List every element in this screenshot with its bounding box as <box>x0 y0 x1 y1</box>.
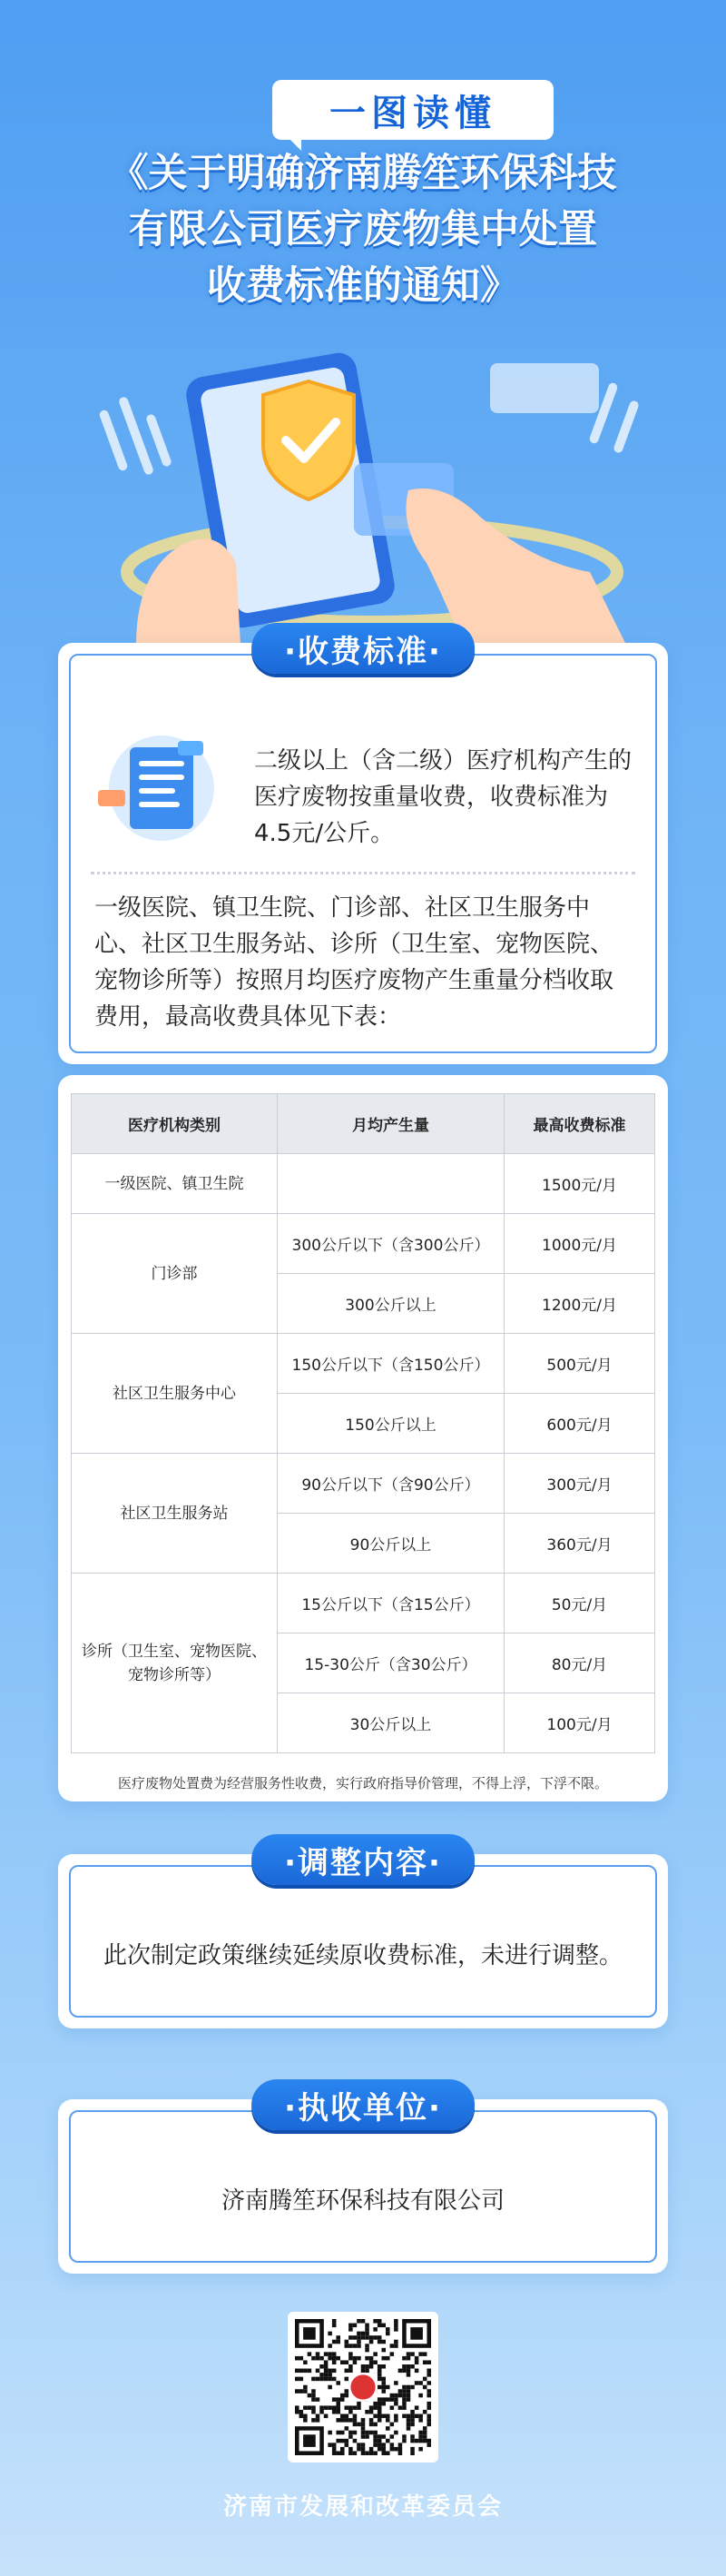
adjustment-heading: ·调整内容· <box>251 1834 475 1885</box>
fee-body-text: 一级医院、镇卫生院、门诊部、社区卫生服务中心、社区卫生服务站、诊所（卫生室、宠物医院、宠物诊所等）按照月均医疗废物产生重量分档收取费用，最高收费具体见下表： <box>94 894 614 1031</box>
adjustment-text: 此次制定政策继续延续原收费标准，未进行调整。 <box>103 1942 623 1969</box>
collector-text: 济南腾笙环保科技有限公司 <box>221 2187 505 2215</box>
cell-category: 社区卫生服务中心 <box>72 1334 278 1454</box>
cell-fee: 300元/月 <box>505 1454 655 1514</box>
cell-fee: 1200元/月 <box>505 1274 655 1334</box>
header-fee: 最高收费标准 <box>505 1094 655 1154</box>
cell-category: 诊所（卫生室、宠物医院、宠物诊所等） <box>72 1574 278 1753</box>
table-row <box>72 1334 655 1394</box>
title-line-3: 收费标准的通知》 <box>207 263 519 309</box>
header-tag: 一图读懂 <box>272 80 554 140</box>
cell-amount: 30公斤以上 <box>278 1693 505 1753</box>
footer-org: 济南市发展和改革委员会 <box>222 2493 503 2521</box>
cell-amount: 90公斤以上 <box>278 1514 505 1574</box>
page-title <box>36 145 690 314</box>
cell-amount: 15-30公斤（含30公斤） <box>278 1633 505 1693</box>
collector-panel <box>58 2089 668 2274</box>
cell-fee: 50元/月 <box>505 1574 655 1633</box>
cell-amount: 300公斤以上 <box>278 1274 505 1334</box>
fee-intro-text: 二级以上（含二级）医疗机构产生的医疗废物按重量收费，收费标准为4.5元/公斤。 <box>254 747 633 847</box>
cell-fee: 600元/月 <box>505 1394 655 1454</box>
cell-amount: 15公斤以下（含15公斤） <box>278 1574 505 1633</box>
table-row <box>72 1154 655 1214</box>
document-icon <box>89 725 225 843</box>
floating-card-icon <box>490 363 599 413</box>
title-line-1: 《关于明确济南腾笙环保科技 <box>109 151 617 196</box>
dotted-divider <box>91 872 635 874</box>
table-row <box>72 1454 655 1514</box>
cell-amount <box>278 1154 505 1214</box>
shield-icon <box>263 381 354 499</box>
fee-standard-heading: ·收费标准· <box>251 623 475 674</box>
table-row <box>72 1214 655 1274</box>
cell-fee: 1500元/月 <box>505 1154 655 1214</box>
qr-code[interactable] <box>288 2312 438 2462</box>
fee-table <box>71 1093 655 1753</box>
cell-amount: 300公斤以下（含300公斤） <box>278 1214 505 1274</box>
cell-fee: 80元/月 <box>505 1633 655 1693</box>
header-amount: 月均产生量 <box>278 1094 505 1154</box>
hero-illustration <box>82 345 662 645</box>
table-note: 医疗废物处置费为经营服务性收费，实行政府指导价管理，不得上浮，下浮不限。 <box>117 1775 608 1791</box>
qr-code-icon <box>295 2319 431 2455</box>
title-line-2: 有限公司医疗废物集中处置 <box>129 207 597 252</box>
left-bars-icon <box>98 396 172 476</box>
cell-fee: 500元/月 <box>505 1334 655 1394</box>
cell-category: 一级医院、镇卫生院 <box>72 1154 278 1214</box>
cell-fee: 360元/月 <box>505 1514 655 1574</box>
collector-heading: ·执收单位· <box>251 2079 475 2130</box>
cell-fee: 100元/月 <box>505 1693 655 1753</box>
fee-standard-panel <box>58 633 668 1064</box>
fee-table-panel <box>58 1075 668 1801</box>
cell-amount: 90公斤以下（含90公斤） <box>278 1454 505 1514</box>
cell-fee: 1000元/月 <box>505 1214 655 1274</box>
adjustment-panel <box>58 1844 668 2028</box>
cell-amount: 150公斤以上 <box>278 1394 505 1454</box>
fee-table-body <box>72 1154 655 1753</box>
header-category: 医疗机构类别 <box>72 1094 278 1154</box>
cell-category: 社区卫生服务站 <box>72 1454 278 1574</box>
table-row <box>72 1574 655 1633</box>
cell-amount: 150公斤以下（含150公斤） <box>278 1334 505 1394</box>
table-header-row <box>72 1094 655 1154</box>
cell-category: 门诊部 <box>72 1214 278 1334</box>
